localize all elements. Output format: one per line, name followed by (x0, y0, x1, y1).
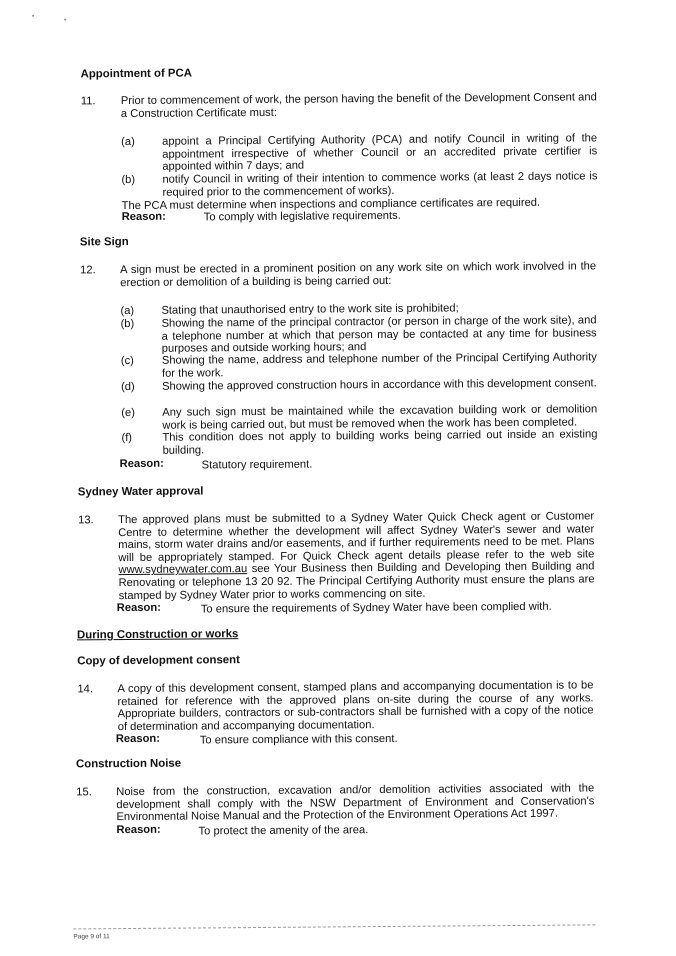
item-label: (b) (120, 317, 135, 331)
reason-label: Reason: (116, 601, 161, 615)
condition-14-text: A copy of this development consent, stamped plans and accompanying documentation is to be retained for reference with the approved plans on-site during the course of any works. Appropriate builders, contractors or sub-contractors shall be furnished with a copy of the notice of determination and accompanying documentation. (117, 679, 594, 733)
condition-12-intro: A sign must be erected in a prominent position on any work site on which work involved in the erection or demolition of a building is being carried out: (120, 260, 597, 289)
condition-11-item-b: notify Council in writing of their intention to commence works (at least 2 days notice is required prior to the commencement of works). (162, 170, 598, 199)
reason-label: Reason: (115, 732, 160, 746)
condition-number-11: 11. (80, 95, 96, 108)
sydney-water-link[interactable]: www.sydneywater.com.au (118, 563, 248, 577)
item-label: (c) (120, 354, 134, 368)
condition-12-item-b: Showing the name of the principal contractor (or person in charge of the work site), and a telephone number at which that person may be contacted at any time for business purposes and outside working hours; and (161, 314, 597, 355)
condition-15-text: Noise from the construction, excavation and/or demolition activities associated with the development shall comply with the NSW Department of Environment and Conservation's Environmental Noise Manual and the Protection of the Environment Operations Act 1997. (116, 782, 595, 824)
condition-number-12: 12. (80, 264, 96, 277)
scan-speck (32, 15, 34, 17)
page-number: Page 9 of 11 (73, 933, 110, 941)
footer-rule (73, 924, 595, 929)
reason-label: Reason: (121, 210, 166, 224)
item-label: (a) (121, 135, 135, 149)
scan-speck (64, 18, 66, 20)
heading-construction-noise: Construction Noise (75, 757, 182, 771)
item-label: (a) (120, 304, 135, 318)
item-label: (b) (121, 173, 136, 187)
reason-text: To ensure the requirements of Sydney Water have been complied with. (200, 600, 552, 616)
condition-12-item-c: Showing the name, address and telephone number of the Principal Certifying Authority for the work. (161, 351, 597, 380)
condition-12-item-d: Showing the approved construction hours in accordance with this development consent. (161, 377, 597, 393)
condition-12-item-f: This condition does not apply to building works being carried out inside an existing building. (162, 428, 598, 457)
condition-number-15: 15. (76, 786, 92, 799)
heading-sydney-water-approval: Sydney Water approval (77, 485, 204, 499)
reason-text: To protect the amenity of the area. (198, 824, 369, 838)
condition-11-intro: Prior to commencement of work, the person having the benefit of the Development Consent and a Construction Certificate must: (120, 91, 597, 120)
condition-11-closing: The PCA must determine when inspections and compliance certificates are required. (121, 196, 541, 213)
reason-text: Statutory requirement. (201, 458, 313, 472)
heading-during-construction: During Construction or works (76, 628, 239, 642)
condition-12-item-e: Any such sign must be maintained while the excavation building work or demolition work is being carried out, but must be removed when the work has been completed. (162, 403, 598, 432)
heading-copy-of-development-consent: Copy of development consent (77, 654, 240, 668)
heading-appointment-of-pca: Appointment of PCA (80, 67, 192, 81)
item-label: (d) (120, 380, 135, 394)
condition-13-text-part: see Your Business then Building and Developing then Building and Renovating or telephone 13 20 92. The Principal Certifying Authority must ensure the plans are stamped by Sydney Water prior to works commencing on site. (118, 560, 595, 602)
condition-11-item-a: appoint a Principal Certifying Authority (PCA) and notify Council in writing of the appointment irrespective of whether Council or an accredited private certifier is appointed within 7 days; and (162, 132, 598, 173)
condition-13-text (118, 510, 595, 602)
reason-label: Reason: (119, 457, 164, 471)
reason-text: To comply with legislative requirements. (203, 209, 401, 224)
item-label: (e) (121, 406, 135, 420)
condition-12-item-a: Stating that unauthorised entry to the work site is prohibited; (161, 302, 459, 317)
item-label: (f) (121, 431, 133, 445)
heading-site-sign: Site Sign (79, 235, 129, 249)
condition-13-text-part: The approved plans must be submitted to a Sydney Water Quick Check agent or Customer Centre to determine whether the development will affect Sydney Water's sewer and water mains, storm water drains and/or easements, and if further requirements need to be met. Plans will be appropriately stamped. For Quick Check agent details please refer to the web site (118, 510, 595, 564)
reason-text: To ensure compliance with this consent. (199, 732, 398, 747)
condition-number-13: 13. (78, 514, 94, 527)
reason-label: Reason: (116, 823, 161, 837)
condition-number-14: 14. (77, 683, 94, 696)
